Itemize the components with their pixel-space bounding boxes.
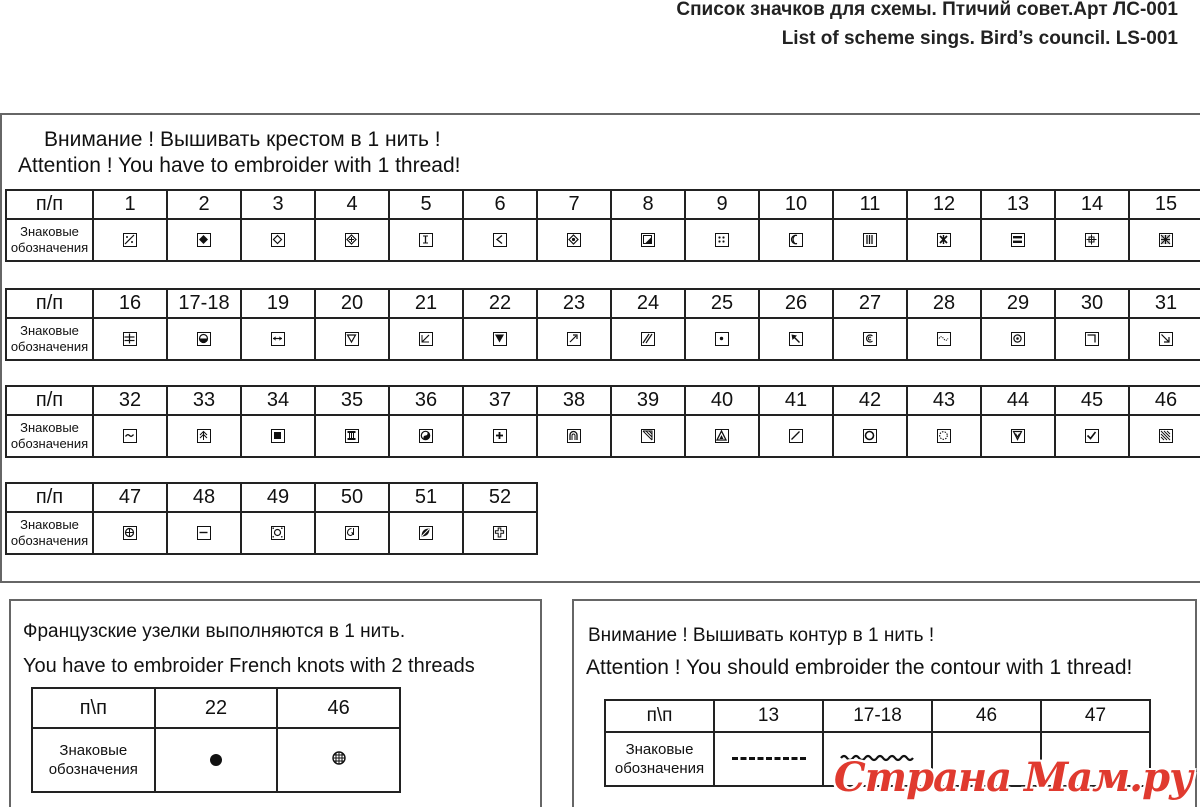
symbol-number: 2 — [167, 190, 241, 219]
symbol-cell — [93, 415, 167, 457]
symbol-cell — [685, 219, 759, 261]
symbol-number: 12 — [907, 190, 981, 219]
symbol-cell — [907, 318, 981, 360]
sym-tree-icon — [197, 429, 211, 443]
row-head-label: п/п — [6, 483, 93, 512]
sym-arrow-down-right-icon — [1159, 332, 1173, 346]
sym-i-beam-icon — [419, 233, 433, 247]
symbol-table-2 — [5, 288, 1200, 361]
symbol-number: 16 — [93, 289, 167, 318]
sym-cross-grid-icon — [123, 332, 137, 346]
symbol-cell — [1129, 219, 1200, 261]
symbol-number: 29 — [981, 289, 1055, 318]
sym-check-icon — [1085, 429, 1099, 443]
symbol-cell — [611, 415, 685, 457]
sym-crescent-icon — [789, 233, 803, 247]
main-panel — [0, 113, 1200, 583]
watermark-logo: Страна Мам.ру — [833, 754, 1192, 801]
sym-center-dot-icon — [715, 332, 729, 346]
sym-left-angle-icon — [493, 233, 507, 247]
column-number: 47 — [1041, 700, 1150, 732]
symbol-number: 38 — [537, 386, 611, 415]
sign-label-cell — [32, 728, 155, 792]
row-head-label: п\п — [605, 700, 714, 732]
symbol-cell — [537, 219, 611, 261]
sym-diamond-outline-icon — [271, 233, 285, 247]
symbol-number: 10 — [759, 190, 833, 219]
sign-label-line-1: Знаковые — [20, 224, 79, 239]
symbol-number: 13 — [981, 190, 1055, 219]
sym-vertical-bars-icon — [863, 233, 877, 247]
sym-double-arrow-icon — [271, 332, 285, 346]
sym-down-triangle-outline-icon — [345, 332, 359, 346]
sym-four-dots-icon — [715, 233, 729, 247]
sym-diamond-cross-icon — [345, 233, 359, 247]
sym-dotted-wave-icon — [937, 332, 951, 346]
sign-label-cell — [6, 318, 93, 360]
sym-asterisk-icon — [937, 233, 951, 247]
symbol-cell — [759, 415, 833, 457]
sign-label-cell — [6, 415, 93, 457]
symbol-cell — [277, 728, 400, 792]
column-number: 13 — [714, 700, 823, 732]
symbol-number: 36 — [389, 386, 463, 415]
symbol-number: 48 — [167, 483, 241, 512]
symbol-cell — [389, 512, 463, 554]
sign-label-cell — [6, 512, 93, 554]
symbol-number: 35 — [315, 386, 389, 415]
symbol-number: 47 — [93, 483, 167, 512]
symbol-cell — [611, 318, 685, 360]
symbol-number: 4 — [315, 190, 389, 219]
column-number: 17-18 — [823, 700, 932, 732]
column-number: 46 — [932, 700, 1041, 732]
contour-note-ru: Внимание ! Вышивать контур в 1 нить ! — [588, 625, 935, 646]
symbol-cell — [241, 219, 315, 261]
symbol-cell — [315, 219, 389, 261]
symbol-cell — [389, 415, 463, 457]
dashed-line-icon — [732, 757, 806, 760]
sym-yin-yang-icon — [419, 429, 433, 443]
symbol-cell — [93, 512, 167, 554]
sym-corner-fill-icon — [641, 233, 655, 247]
grid-ball-icon — [332, 751, 346, 770]
filled-dot-icon — [210, 754, 222, 766]
symbol-number: 32 — [93, 386, 167, 415]
sym-arch-icon — [567, 429, 581, 443]
sym-plus-box-icon — [1085, 233, 1099, 247]
knots-note-en: You have to embroider French knots with 2 threads — [23, 655, 475, 677]
sign-label-cell — [605, 732, 714, 786]
sym-tilde-icon — [123, 429, 137, 443]
symbol-cell — [759, 318, 833, 360]
symbol-number: 52 — [463, 483, 537, 512]
symbol-cell — [463, 415, 537, 457]
symbol-number: 11 — [833, 190, 907, 219]
sym-corner-bracket-icon — [1085, 332, 1099, 346]
sign-label-line-2: обозначения — [48, 761, 138, 778]
symbol-number: 17-18 — [167, 289, 241, 318]
symbol-number: 22 — [463, 289, 537, 318]
sym-filled-diamond-icon — [197, 233, 211, 247]
symbol-table-1 — [5, 189, 1200, 262]
sign-label-line-1: Знаковые — [20, 517, 79, 532]
header-title-en: List of scheme sings. Bird’s council. LS-001 — [781, 28, 1178, 49]
symbol-cell — [611, 219, 685, 261]
sym-double-slash-icon — [641, 332, 655, 346]
symbol-number: 37 — [463, 386, 537, 415]
symbol-number: 9 — [685, 190, 759, 219]
symbol-number: 39 — [611, 386, 685, 415]
sym-v-triangle-icon — [1011, 429, 1025, 443]
symbol-number: 21 — [389, 289, 463, 318]
symbol-cell — [907, 415, 981, 457]
symbol-cell — [833, 415, 907, 457]
symbol-number: 51 — [389, 483, 463, 512]
symbol-cell — [907, 219, 981, 261]
symbol-number: 3 — [241, 190, 315, 219]
sym-arrow-up-left-icon — [789, 332, 803, 346]
symbol-cell — [241, 512, 315, 554]
sym-diamond-dot-icon — [567, 233, 581, 247]
symbol-cell — [1055, 219, 1129, 261]
sym-circle-cross-icon — [123, 526, 137, 540]
sign-label-line-1: Знаковые — [20, 323, 79, 338]
symbol-cell — [714, 732, 823, 786]
sign-label-cell — [6, 219, 93, 261]
symbol-cell — [1129, 415, 1200, 457]
symbol-cell — [389, 219, 463, 261]
symbol-number: 14 — [1055, 190, 1129, 219]
symbol-number: 49 — [241, 483, 315, 512]
sym-diagonal-dots-icon — [123, 233, 137, 247]
column-number: 22 — [155, 688, 278, 728]
symbol-cell — [167, 318, 241, 360]
header-title-ru: Список значков для схемы. Птичий совет.Арт ЛС-001 — [676, 0, 1178, 20]
symbol-number: 46 — [1129, 386, 1200, 415]
attention-note-ru: Внимание ! Вышивать крестом в 1 нить ! — [44, 128, 441, 151]
sym-key-arrow-icon — [567, 332, 581, 346]
symbol-number: 42 — [833, 386, 907, 415]
symbol-cell — [833, 219, 907, 261]
symbol-cell — [463, 512, 537, 554]
symbol-number: 19 — [241, 289, 315, 318]
symbol-number: 44 — [981, 386, 1055, 415]
sym-slash-icon — [789, 429, 803, 443]
symbol-cell — [463, 219, 537, 261]
row-head-label: п/п — [6, 190, 93, 219]
sym-filled-square-icon — [271, 429, 285, 443]
row-head-label: п\п — [32, 688, 155, 728]
sym-circle-dot-icon — [1011, 332, 1025, 346]
symbol-cell — [241, 318, 315, 360]
sym-dashed-circle-icon — [937, 429, 951, 443]
symbol-number: 31 — [1129, 289, 1200, 318]
symbol-cell — [1129, 318, 1200, 360]
sym-filled-down-triangle-icon — [493, 332, 507, 346]
symbol-cell — [1055, 415, 1129, 457]
symbol-cell — [93, 318, 167, 360]
sym-hatched-square-icon — [1159, 429, 1173, 443]
symbol-cell — [537, 318, 611, 360]
symbol-cell — [93, 219, 167, 261]
symbol-cell — [315, 318, 389, 360]
sym-leaf-icon — [419, 526, 433, 540]
symbol-cell — [315, 415, 389, 457]
symbol-cell — [167, 512, 241, 554]
sym-slash-box-icon — [419, 332, 433, 346]
sym-hatched-corner-icon — [641, 429, 655, 443]
symbol-number: 34 — [241, 386, 315, 415]
sym-spiral-icon — [345, 526, 359, 540]
symbol-number: 28 — [907, 289, 981, 318]
sign-label-line-2: обозначения — [10, 339, 89, 354]
knots-note-ru: Французские узелки выполняются в 1 нить. — [23, 621, 406, 642]
symbol-number: 1 — [93, 190, 167, 219]
symbol-number: 50 — [315, 483, 389, 512]
sym-half-circle-icon — [197, 332, 211, 346]
contour-note-en: Attention ! You should embroider the contour with 1 thread! — [586, 656, 1133, 679]
sym-minus-icon — [197, 526, 211, 540]
symbol-cell — [759, 219, 833, 261]
symbol-cell — [685, 318, 759, 360]
sym-up-triangle-icon — [715, 429, 729, 443]
symbol-cell — [155, 728, 278, 792]
symbol-number: 6 — [463, 190, 537, 219]
sign-label-line-2: обозначения — [10, 436, 89, 451]
sym-curl-icon — [863, 332, 877, 346]
sign-label-line-2: обозначения — [10, 533, 89, 548]
symbol-cell — [981, 318, 1055, 360]
symbol-number: 40 — [685, 386, 759, 415]
symbol-table-4 — [5, 482, 538, 555]
symbol-table-3 — [5, 385, 1200, 458]
symbol-number: 41 — [759, 386, 833, 415]
symbol-cell — [389, 318, 463, 360]
symbol-cell — [685, 415, 759, 457]
sign-label-line-1: Знаковые — [59, 742, 128, 759]
symbol-number: 43 — [907, 386, 981, 415]
symbol-cell — [1055, 318, 1129, 360]
column-number: 46 — [277, 688, 400, 728]
symbol-number: 23 — [537, 289, 611, 318]
symbol-number: 25 — [685, 289, 759, 318]
symbol-number: 30 — [1055, 289, 1129, 318]
symbol-cell — [981, 219, 1055, 261]
symbol-cell — [315, 512, 389, 554]
symbol-cell — [167, 219, 241, 261]
sym-sun-icon — [271, 526, 285, 540]
knots-table — [31, 687, 401, 793]
symbol-cell — [241, 415, 315, 457]
symbol-cell — [463, 318, 537, 360]
sym-plus-icon — [493, 429, 507, 443]
row-head-label: п/п — [6, 386, 93, 415]
symbol-number: 20 — [315, 289, 389, 318]
symbol-cell — [981, 415, 1055, 457]
symbol-number: 15 — [1129, 190, 1200, 219]
sign-label-line-2: обозначения — [614, 760, 705, 777]
french-knots-panel — [9, 599, 542, 807]
sym-cross-icon — [493, 526, 507, 540]
symbol-number: 26 — [759, 289, 833, 318]
sign-label-line-1: Знаковые — [625, 741, 694, 758]
sym-circle-icon — [863, 429, 877, 443]
symbol-number: 24 — [611, 289, 685, 318]
symbol-number: 33 — [167, 386, 241, 415]
sym-column-icon — [345, 429, 359, 443]
symbol-cell — [833, 318, 907, 360]
symbol-cell — [167, 415, 241, 457]
sign-label-line-1: Знаковые — [20, 420, 79, 435]
symbol-number: 5 — [389, 190, 463, 219]
symbol-cell — [537, 415, 611, 457]
sym-horizontal-bars-icon — [1011, 233, 1025, 247]
symbol-number: 27 — [833, 289, 907, 318]
sign-label-line-2: обозначения — [10, 240, 89, 255]
symbol-number: 7 — [537, 190, 611, 219]
row-head-label: п/п — [6, 289, 93, 318]
symbol-number: 8 — [611, 190, 685, 219]
sym-star-box-icon — [1159, 233, 1173, 247]
attention-note-en: Attention ! You have to embroider with 1 thread! — [18, 154, 461, 177]
symbol-number: 45 — [1055, 386, 1129, 415]
